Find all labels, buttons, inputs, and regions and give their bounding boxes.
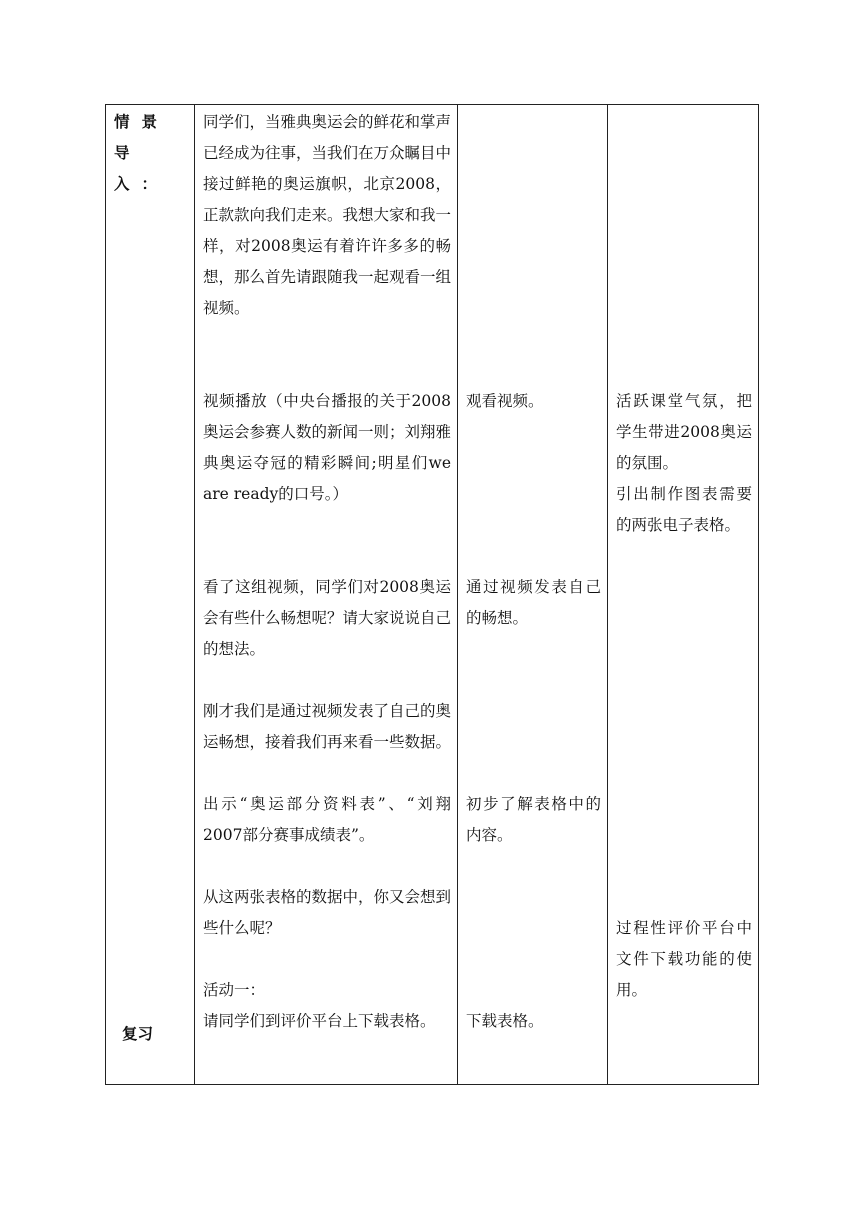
student-activity-text [458, 105, 607, 1037]
teacher-paragraph: 出示“奥运部分资料表”、“刘翔2007部分赛事成绩表”。 [203, 795, 451, 844]
teacher-activity-text [195, 105, 457, 1068]
student-paragraph: 下载表格。 [466, 1012, 544, 1030]
student-paragraph: 初步了解表格中的内容。 [466, 795, 601, 844]
stage-label-review: 复习 [122, 1025, 154, 1043]
lesson-plan-table [105, 104, 759, 1085]
student-paragraph: 通过视频发表自己的畅想。 [466, 578, 601, 627]
teacher-activity-column [195, 105, 458, 1085]
design-purpose-column [608, 105, 759, 1085]
teacher-paragraph: 从这两张表格的数据中，你又会想到些什么呢？ [203, 888, 452, 937]
purpose-paragraph: 引出制作图表需要的两张电子表格。 [616, 485, 752, 534]
stage-label-intro: 情景导入： [114, 113, 170, 193]
teacher-paragraph: 视频播放（中央台播报的关于2008奥运会参赛人数的新闻一则；刘翔雅典奥运夺冠的精彩瞬间;明星们we are ready的口号。） [203, 392, 452, 503]
stage-column [106, 105, 195, 1085]
purpose-paragraph: 活跃课堂气氛，把学生带进2008奥运的氛围。 [616, 392, 752, 472]
teacher-paragraph: 活动一： [203, 981, 266, 999]
design-purpose-text [608, 105, 758, 1006]
purpose-paragraph: 过程性评价平台中文件下载功能的使用。 [616, 919, 752, 999]
student-activity-column [458, 105, 608, 1085]
table-row [106, 105, 759, 1085]
teacher-paragraph: 刚才我们是通过视频发表了自己的奥运畅想，接着我们再来看一些数据。 [203, 702, 452, 751]
teacher-paragraph: 看了这组视频，同学们对2008奥运会有些什么畅想呢？请大家说说自己的想法。 [203, 578, 452, 658]
student-paragraph: 观看视频。 [466, 392, 544, 410]
teacher-paragraph: 同学们，当雅典奥运会的鲜花和掌声已经成为往事，当我们在万众瞩目中接过鲜艳的奥运旗帜，北京2008，正款款向我们走来。我想大家和我一样，对2008奥运有着许许多多的畅想，那么首先请跟随我一起观看一组视频。 [203, 113, 452, 317]
teacher-paragraph: 请同学们到评价平台上下载表格。 [203, 1012, 436, 1030]
